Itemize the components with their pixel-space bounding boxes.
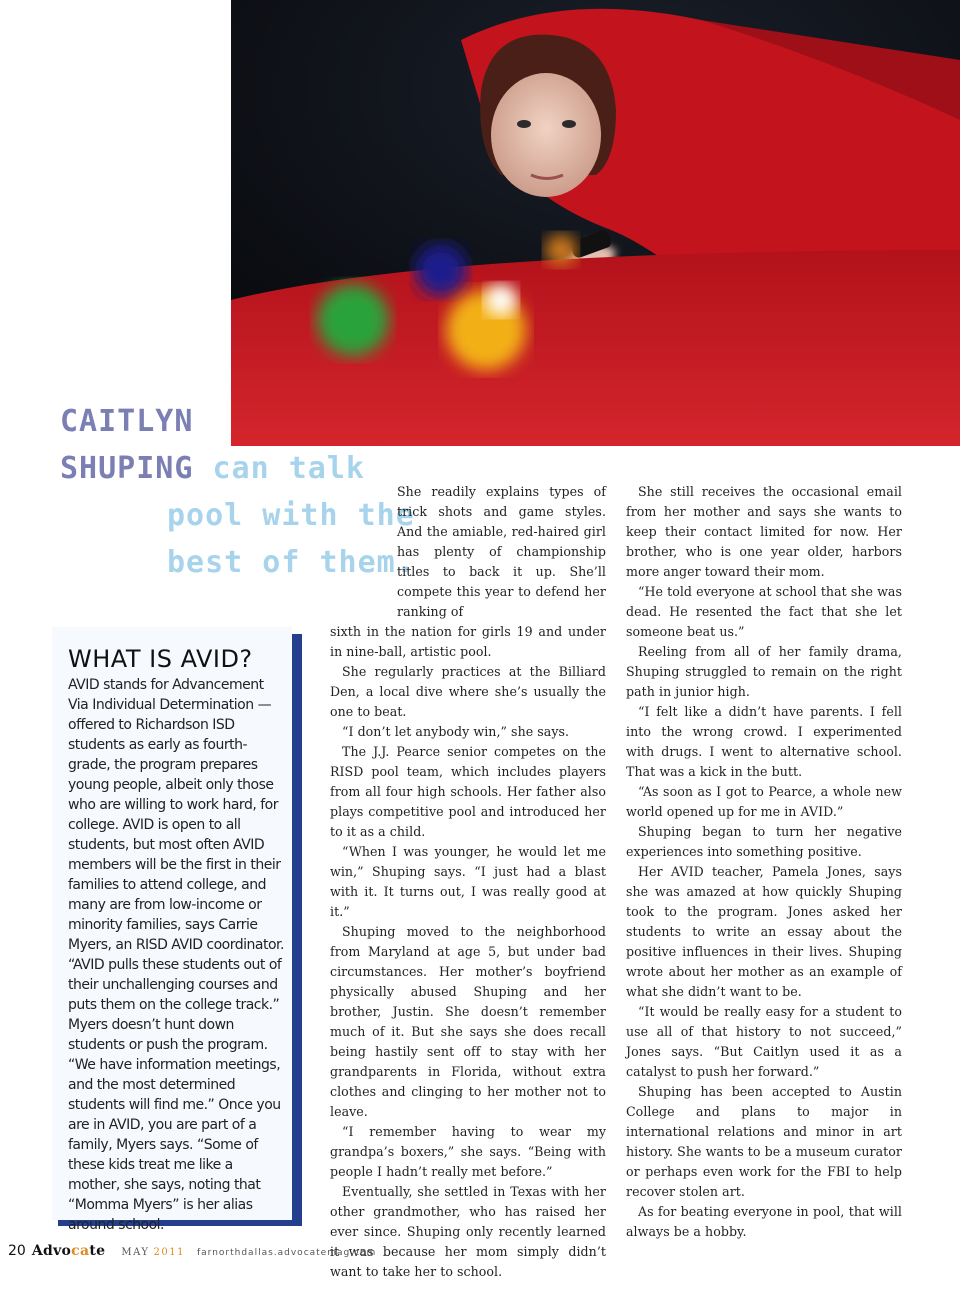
article-paragraph: Her AVID teacher, Pamela Jones, says she was amazed at how quickly Shuping took to the program. Jones asked her students to write an essay about the positive influences in their lives. Shuping wrote about her mother as an example of what she didn’t want to be.: [626, 864, 902, 999]
pool-player-image: [231, 0, 960, 446]
logo-part: te: [89, 1243, 106, 1259]
logo-part-accent: ca: [71, 1243, 90, 1259]
article-paragraph: “When I was younger, he would let me win,” Shuping says. “I just had a blast with it. It turns out, I was really good at it.”: [330, 844, 606, 919]
article-paragraph: “He told everyone at school that she was dead. He resented the fact that she let someone beat us.”: [626, 584, 902, 639]
article-paragraph: Shuping has been accepted to Austin College and plans to major in international relations and minor in art history. She wants to be a museum curator or perhaps even work for the FBI to help recover stolen art.: [626, 1084, 902, 1199]
website-url: farnorthdallas.advocatemag.com: [196, 1248, 377, 1258]
article-paragraph: sixth in the nation for girls 19 and under in nine-ball, artistic pool.: [330, 624, 606, 659]
headline-line3: pool with the: [167, 498, 415, 533]
logo-part: Advo: [31, 1243, 72, 1259]
article-paragraph: As for beating everyone in pool, that will always be a hobby.: [626, 1204, 902, 1239]
page-number: 20: [8, 1243, 26, 1259]
article-paragraph: “I felt like a didn’t have parents. I fell into the wrong crowd. I experimented with drugs. I went to alternative school. That was a kick in the butt.: [626, 704, 902, 779]
headline-name-line2: SHUPING: [60, 451, 194, 486]
sidebar-title: WHAT IS AVID?: [68, 645, 253, 673]
article-paragraph: Shuping began to turn her negative experiences into something positive.: [626, 824, 902, 859]
issue-month: MAY: [121, 1247, 150, 1258]
page-footer: [8, 1243, 376, 1263]
sidebar-paragraph-1: AVID stands for Advancement Via Individual Determination —offered to Richardson ISD students as early as fourth-grade, the program prepares young people, albeit only those who are willing to work hard, for college. AVID is open to all students, but most often AVID members will be the first in their families to attend college, and many are from low-income or minority families, says Carrie Myers, an RISD AVID coordinator. “AVID pulls these students out of their unchallenging courses and puts them on the college track.”: [68, 677, 284, 1013]
headline-line2-rest: can talk: [212, 451, 365, 486]
article-column-1: [330, 482, 606, 1282]
headline-line4: best of them.: [167, 545, 415, 580]
article-paragraph: “I remember having to wear my grandpa’s boxers,” she says. “Being with people I hadn’t really met before.”: [330, 1124, 606, 1179]
article-paragraph: She regularly practices at the Billiard Den, a local dive where she’s usually the one to beat.: [330, 664, 606, 719]
article-paragraph: She readily explains types of trick shots and game styles. And the amiable, red-haired girl has plenty of championship titles to back it up. She’ll compete this year to defend her ranking of: [397, 484, 606, 619]
issue-year: 2011: [153, 1247, 185, 1258]
magazine-logo: [32, 1243, 106, 1259]
avid-sidebar: [52, 627, 292, 1233]
article-paragraph: Reeling from all of her family drama, Shuping struggled to remain on the right path in junior high.: [626, 644, 902, 699]
hero-photo: [231, 0, 960, 446]
article-paragraph: “As soon as I got to Pearce, a whole new world opened up for me in AVID.”: [626, 784, 902, 819]
article-paragraph: The J.J. Pearce senior competes on the RISD pool team, which includes players from all four high schools. Her father also plays competitive pool and introduced her to it as a child.: [330, 744, 606, 839]
article-column-2: [626, 482, 902, 1242]
article-paragraph: “I don’t let anybody win,” she says.: [342, 724, 570, 739]
headline-name-line1: CAITLYN: [60, 404, 194, 439]
sidebar-paragraph-2: Myers doesn’t hunt down students or push the program. “We have information meetings, and the most determined students will find me.” Once you are in AVID, you are part of a family, Myers says. “Some of these kids treat me like a mother, she says, noting that “Momma Myers” is her alias around school.: [68, 1017, 281, 1233]
article-paragraph: Eventually, she settled in Texas with her other grandmother, who has raised her ever since. Shuping only recently learned it was because her mom simply didn’t want to take her to school.: [330, 1184, 606, 1279]
article-paragraph: She still receives the occasional email from her mother and says she wants to keep their contact limited for now. Her brother, who is one year older, harbors more anger toward their mom.: [626, 484, 902, 579]
article-paragraph: “It would be really easy for a student to use all of that history to not succeed,” Jones says. “But Caitlyn used it as a catalyst to push her forward.”: [626, 1004, 902, 1079]
article-paragraph: Shuping moved to the neighborhood from Maryland at age 5, but under bad circumstances. Her mother’s boyfriend physically abused Shuping and her brother, Justin. She doesn’t remember much of it. But she says she does recall being hastily sent off to stay with her grandparents in Florida, without extra clothes and clinging to her mother not to leave.: [330, 924, 606, 1119]
